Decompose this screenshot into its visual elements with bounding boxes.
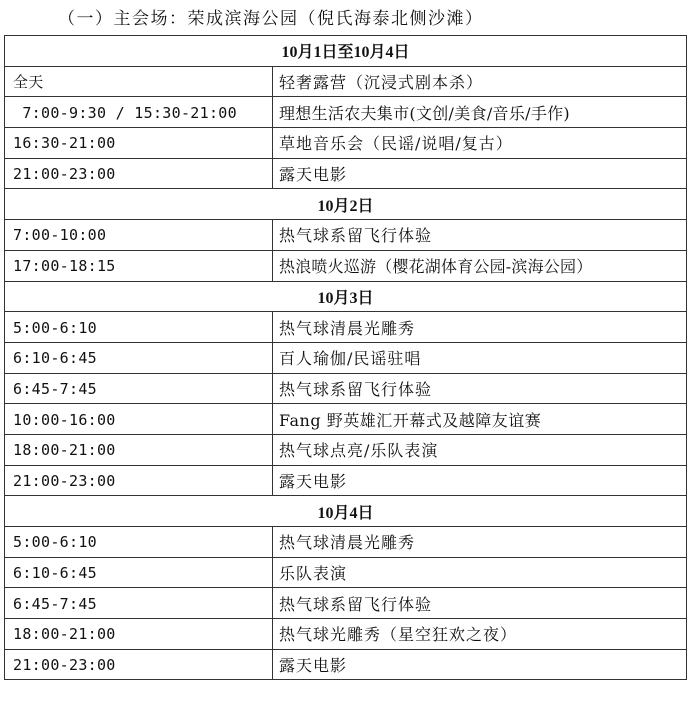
event-text: 热气球光雕秀（星空狂欢之夜） xyxy=(279,625,518,645)
time-cell xyxy=(5,312,273,343)
time-text: 10:00-16:00 xyxy=(13,410,116,429)
event-text: 热气球系留飞行体验 xyxy=(279,379,433,399)
table-row xyxy=(5,128,687,159)
table-row xyxy=(5,404,687,435)
day-header-row xyxy=(5,189,687,220)
event-text: 轻奢露营（沉浸式剧本杀） xyxy=(279,73,484,93)
event-text: 露天电影 xyxy=(279,165,348,185)
event-cell xyxy=(273,649,687,680)
table-row xyxy=(5,250,687,281)
time-cell xyxy=(5,527,273,558)
event-text: 热气球系留飞行体验 xyxy=(279,226,433,246)
time-text: 5:00-6:10 xyxy=(13,533,97,552)
schedule-table xyxy=(4,35,687,680)
event-text: 草地音乐会（民谣/说唱/复古） xyxy=(279,134,513,154)
event-cell xyxy=(273,404,687,435)
event-cell xyxy=(273,66,687,97)
time-text: 全天 xyxy=(13,73,44,92)
time-text: 21:00-23:00 xyxy=(13,165,116,184)
time-cell xyxy=(5,588,273,619)
time-cell xyxy=(5,128,273,159)
time-text: 18:00-21:00 xyxy=(13,441,116,460)
event-text: 热气球清晨光雕秀 xyxy=(279,533,416,553)
time-cell xyxy=(5,434,273,465)
event-cell xyxy=(273,434,687,465)
day-header: 10月3日 xyxy=(5,281,687,312)
time-text: 21:00-23:00 xyxy=(13,471,116,490)
event-text: 露天电影 xyxy=(279,471,348,491)
event-cell xyxy=(273,312,687,343)
time-text: 7:00-9:30 / 15:30-21:00 xyxy=(13,103,237,122)
time-cell xyxy=(5,66,273,97)
table-row xyxy=(5,97,687,128)
table-row xyxy=(5,158,687,189)
table-row xyxy=(5,527,687,558)
table-row xyxy=(5,66,687,97)
event-cell xyxy=(273,588,687,619)
day-header: 10月2日 xyxy=(5,189,687,220)
time-cell xyxy=(5,619,273,650)
time-cell xyxy=(5,342,273,373)
time-text: 18:00-21:00 xyxy=(13,625,116,644)
table-row xyxy=(5,465,687,496)
event-cell xyxy=(273,527,687,558)
event-cell xyxy=(273,158,687,189)
event-text: 乐队表演 xyxy=(279,564,348,584)
day-header-row xyxy=(5,496,687,527)
event-text: 百人瑜伽/民谣驻唱 xyxy=(279,349,422,369)
table-row xyxy=(5,373,687,404)
time-cell xyxy=(5,250,273,281)
time-text: 17:00-18:15 xyxy=(13,257,116,276)
time-text: 6:45-7:45 xyxy=(13,379,97,398)
event-cell xyxy=(273,250,687,281)
table-row xyxy=(5,220,687,251)
time-cell xyxy=(5,649,273,680)
event-text: 热气球清晨光雕秀 xyxy=(279,318,416,338)
day-header: 10月1日至10月4日 xyxy=(5,36,687,67)
time-cell xyxy=(5,404,273,435)
table-row xyxy=(5,649,687,680)
time-cell xyxy=(5,557,273,588)
event-cell xyxy=(273,619,687,650)
event-text: 热浪喷火巡游（樱花湖体育公园-滨海公园） xyxy=(279,257,593,277)
event-cell xyxy=(273,220,687,251)
time-text: 7:00-10:00 xyxy=(13,226,107,245)
event-text: Fang 野英雄汇开幕式及越障友谊赛 xyxy=(279,410,542,430)
time-cell xyxy=(5,97,273,128)
page-title: （一）主会场：荣成滨海公园（倪氏海泰北侧沙滩） xyxy=(58,9,484,29)
time-text: 6:10-6:45 xyxy=(13,349,97,368)
event-text: 热气球系留飞行体验 xyxy=(279,594,433,614)
table-row xyxy=(5,619,687,650)
event-cell xyxy=(273,373,687,404)
time-text: 6:10-6:45 xyxy=(13,564,97,583)
event-cell xyxy=(273,342,687,373)
day-header-row xyxy=(5,36,687,67)
event-text: 理想生活农夫集市(文创/美食/音乐/手作) xyxy=(279,103,570,123)
table-row xyxy=(5,588,687,619)
table-row xyxy=(5,312,687,343)
event-cell xyxy=(273,465,687,496)
table-row xyxy=(5,557,687,588)
time-text: 6:45-7:45 xyxy=(13,594,97,613)
event-text: 露天电影 xyxy=(279,656,348,676)
time-cell xyxy=(5,465,273,496)
time-cell xyxy=(5,373,273,404)
table-row xyxy=(5,342,687,373)
event-text: 热气球点亮/乐队表演 xyxy=(279,441,439,461)
event-cell xyxy=(273,128,687,159)
time-cell xyxy=(5,220,273,251)
event-cell xyxy=(273,557,687,588)
time-text: 21:00-23:00 xyxy=(13,656,116,675)
event-cell xyxy=(273,97,687,128)
time-text: 16:30-21:00 xyxy=(13,134,116,153)
time-text: 5:00-6:10 xyxy=(13,318,97,337)
table-row xyxy=(5,434,687,465)
day-header-row xyxy=(5,281,687,312)
day-header: 10月4日 xyxy=(5,496,687,527)
time-cell xyxy=(5,158,273,189)
